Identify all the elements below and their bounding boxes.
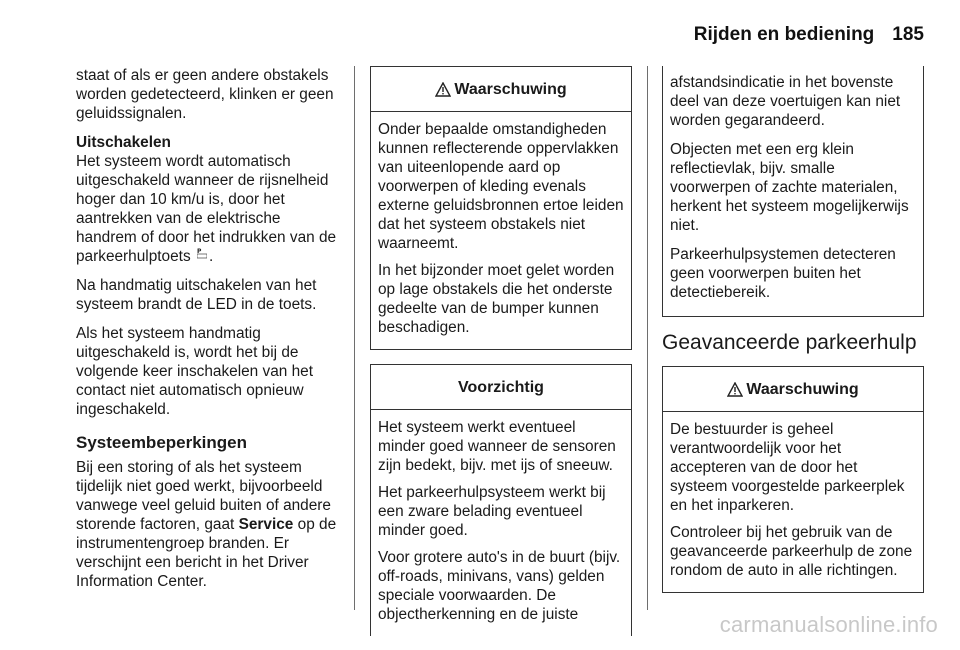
- advanced-warning-title: Waarschuwing: [746, 380, 859, 398]
- caution-box: [370, 364, 632, 636]
- page-header: [694, 24, 924, 46]
- svg-text:P: P: [196, 248, 202, 255]
- caution-header: [371, 365, 631, 410]
- watermark: carmanualsonline.info: [719, 612, 938, 637]
- section-title: Geavanceerde parkeerhulp: [662, 331, 917, 354]
- switch-off-text-a: Het systeem wordt automatisch uitgeschakeld wanneer de rijsnelheid hoger dan 10 km/u is, door het aantrekken van de elektrische handrem of door het indrukken van de parkeerhulptoets: [76, 153, 337, 265]
- caution-title: Voorzichtig: [458, 378, 544, 396]
- warning-body: [371, 112, 631, 349]
- continued-paragraph-2: Objecten met een erg klein reflectievlak, bijv. smalle voorwerpen of zachte materialen, herkent het systeem mogelijkerwijs niet.: [670, 141, 909, 234]
- switch-off-section: [76, 133, 342, 266]
- advanced-warning-box: [662, 366, 924, 593]
- service-indicator-label: Service: [238, 516, 294, 533]
- header-title: Rijden en bediening: [693, 24, 875, 45]
- caution-paragraph-2: Het parkeerhulpsysteem werkt bij een zware belading eventueel minder goed.: [378, 484, 606, 539]
- caution-paragraph-1: Het systeem werkt eventueel minder goed wanneer de sensoren zijn bedekt, bijv. met ijs of sneeuw.: [378, 419, 616, 474]
- column-2: [370, 66, 632, 650]
- page-number: 185: [892, 24, 924, 45]
- warning-icon: [435, 82, 451, 97]
- caution-body: [371, 410, 631, 636]
- limits-paragraph: [76, 458, 342, 591]
- intro-paragraph: staat of als er geen andere obstakels worden gedetecteerd, klinken er geen geluidssignalen.: [76, 67, 334, 122]
- continued-paragraph-3: Parkeerhulpsystemen detecteren geen voorwerpen buiten het detectiebereik.: [670, 246, 896, 301]
- warning-title: Waarschuwing: [454, 80, 567, 98]
- advanced-warning-paragraph-2: Controleer bij het gebruik van de geavanceerde parkeerhulp de zone rondom de auto in alle richtingen.: [670, 524, 913, 579]
- caution-paragraph-3: Voor grotere auto's in de buurt (bijv. off-roads, minivans, vans) gelden speciale voorwaarden. De objectherkenning en de juiste: [378, 549, 621, 623]
- warning-box: [370, 66, 632, 350]
- warning-paragraph-2: In het bijzonder moet gelet worden op lage obstakels die het onderste gedeelte van de bumper kunnen beschadigen.: [378, 262, 615, 336]
- column-1: [76, 66, 342, 601]
- limits-text-b: op de instrumentengroep branden. Er verschijnt een bericht in het Driver Information Center.: [76, 516, 337, 590]
- advanced-warning-paragraph-1: De bestuurder is geheel verantwoordelijk voor het accepteren van de door het systeem voorgestelde parkeerplek en het inparkeren.: [670, 421, 905, 514]
- warning-paragraph-1: Onder bepaalde omstandigheden kunnen reflecterende oppervlakken van uiteenlopende aard op voorwerpen of kleding evenals externe geluidsbronnen ertoe leiden dat het systeem obstakels niet waarneemt.: [378, 121, 624, 252]
- column-divider-2: [647, 66, 648, 610]
- limits-title: Systeembeperkingen: [76, 433, 248, 452]
- advanced-warning-body: [663, 412, 923, 592]
- switch-off-text-b: .: [208, 248, 214, 265]
- warning-header: [371, 67, 631, 112]
- switch-off-paragraph-2: Na handmatig uitschakelen van het systeem brandt de LED in de toets.: [76, 277, 317, 313]
- advanced-warning-header: [663, 367, 923, 412]
- column-3: [662, 66, 924, 607]
- warning-icon: [727, 382, 743, 397]
- continued-paragraph-1: afstandsindicatie in het bovenste deel van deze voertuigen kan niet worden gegarandeerd.: [670, 74, 901, 129]
- column-divider-1: [354, 66, 355, 610]
- limits-text-a: Bij een storing of als het systeem tijdelijk niet goed werkt, bijvoorbeeld vanwege veel geluid buiten of andere storende factoren, gaat: [76, 459, 331, 533]
- switch-off-title: Uitschakelen: [76, 134, 171, 151]
- caution-continued-box: [662, 66, 924, 317]
- switch-off-paragraph-3: Als het systeem handmatig uitgeschakeld is, wordt het bij de volgende keer inschakelen van het contact niet automatisch opnieuw ingeschakeld.: [76, 325, 314, 418]
- parking-assist-button-icon: [197, 247, 207, 260]
